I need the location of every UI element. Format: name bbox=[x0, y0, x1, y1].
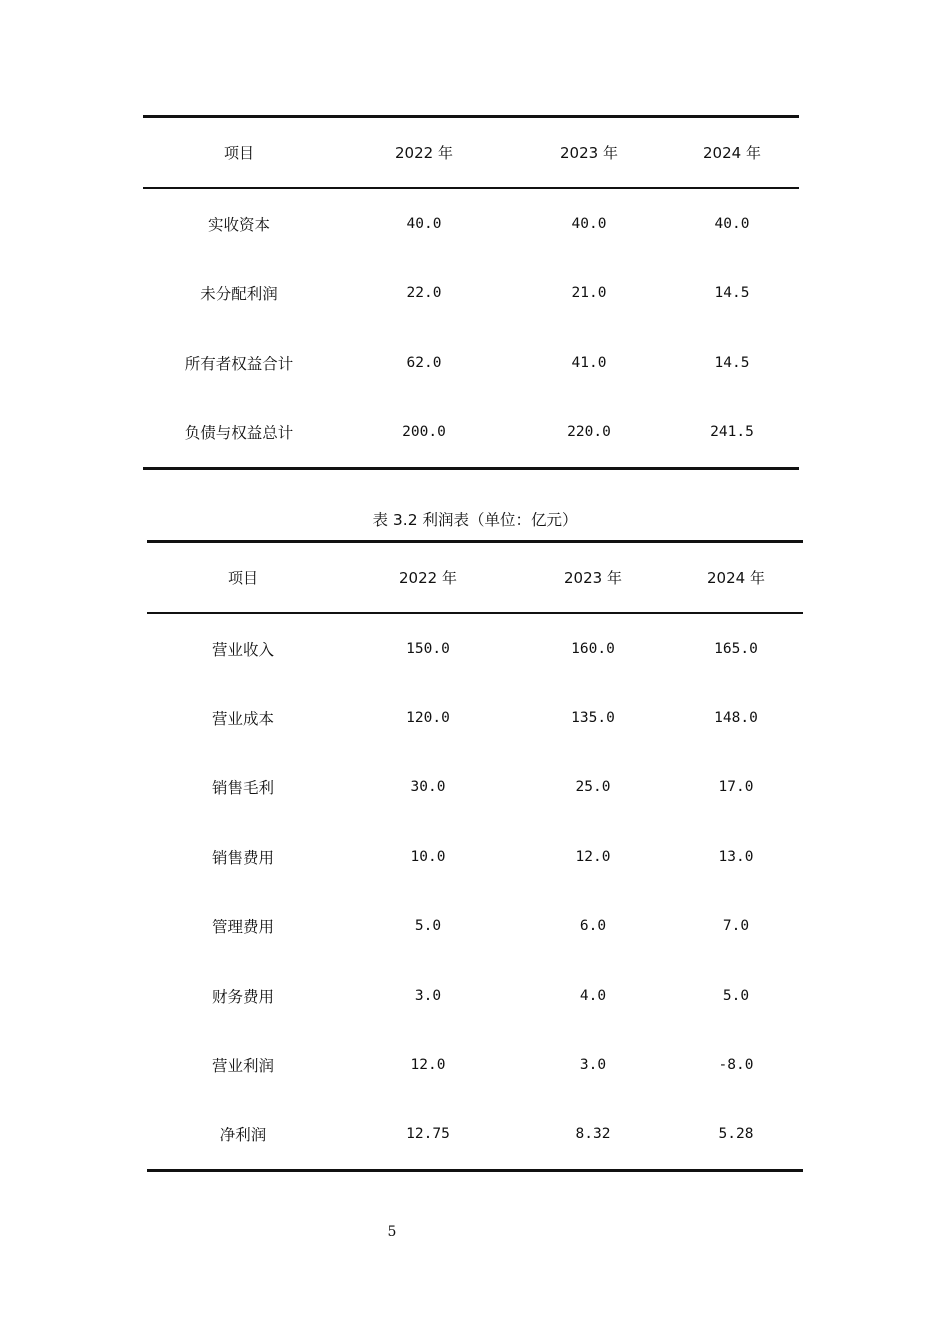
balance-sheet-table bbox=[143, 115, 799, 470]
row-label: 营业利润 bbox=[211, 1057, 274, 1076]
row-label: 管理费用 bbox=[211, 918, 274, 937]
cell-2024: -8.0 bbox=[718, 1057, 754, 1074]
cell-2023: 25.0 bbox=[575, 779, 611, 796]
table-row bbox=[147, 961, 803, 1030]
cell-2023: 40.0 bbox=[571, 215, 607, 232]
header-item: 项目 bbox=[147, 542, 339, 614]
cell-2022: 62.0 bbox=[406, 354, 442, 371]
header-2023: 2023 年 bbox=[513, 117, 665, 189]
table-row bbox=[147, 613, 803, 683]
cell-2024: 241.5 bbox=[665, 398, 799, 469]
row-label: 营业收入 bbox=[211, 640, 274, 659]
cell-2024: 40.0 bbox=[714, 215, 750, 232]
cell-2022: 150.0 bbox=[406, 640, 450, 657]
row-label: 营业成本 bbox=[211, 710, 274, 729]
cell-2023: 135.0 bbox=[571, 710, 615, 727]
cell-2024: 13.0 bbox=[718, 848, 754, 865]
income-statement-table bbox=[147, 540, 803, 1172]
cell-2022: 120.0 bbox=[406, 710, 450, 727]
cell-2023: 220.0 bbox=[513, 398, 665, 469]
cell-2022: 30.0 bbox=[410, 779, 446, 796]
table-caption: 表 3.2 利润表（单位：亿元） bbox=[372, 511, 578, 529]
cell-2022: 12.75 bbox=[339, 1100, 517, 1171]
cell-2022: 5.0 bbox=[414, 918, 442, 935]
header-item: 项目 bbox=[143, 117, 335, 189]
table-row bbox=[147, 822, 803, 891]
table-row bbox=[143, 259, 799, 329]
row-label: 销售毛利 bbox=[211, 779, 274, 798]
page-number: 5 bbox=[387, 1224, 397, 1240]
cell-2023: 12.0 bbox=[575, 848, 611, 865]
cell-2024: 7.0 bbox=[722, 918, 750, 935]
cell-2024: 5.28 bbox=[669, 1100, 803, 1171]
table-row bbox=[147, 683, 803, 752]
cell-2023: 41.0 bbox=[571, 354, 607, 371]
header-2022: 2022 年 bbox=[335, 117, 513, 189]
row-label: 销售费用 bbox=[211, 848, 274, 867]
table-row bbox=[147, 753, 803, 822]
header-2023: 2023 年 bbox=[517, 542, 669, 614]
table-row bbox=[143, 398, 799, 469]
header-2024: 2024 年 bbox=[665, 117, 799, 189]
cell-2022: 200.0 bbox=[335, 398, 513, 469]
table-header-row bbox=[143, 117, 799, 189]
cell-2023: 8.32 bbox=[517, 1100, 669, 1171]
cell-2024: 5.0 bbox=[722, 987, 750, 1004]
cell-2022: 22.0 bbox=[406, 285, 442, 302]
header-2022: 2022 年 bbox=[339, 542, 517, 614]
cell-2023: 21.0 bbox=[571, 285, 607, 302]
row-label: 实收资本 bbox=[207, 215, 270, 234]
row-label: 未分配利润 bbox=[200, 285, 278, 304]
cell-2024: 14.5 bbox=[714, 285, 750, 302]
cell-2024: 17.0 bbox=[718, 779, 754, 796]
cell-2022: 3.0 bbox=[414, 987, 442, 1004]
table-row bbox=[147, 1030, 803, 1099]
row-label: 财务费用 bbox=[211, 987, 274, 1006]
cell-2023: 160.0 bbox=[571, 640, 615, 657]
table-row bbox=[147, 892, 803, 961]
cell-2024: 148.0 bbox=[714, 710, 758, 727]
cell-2022: 10.0 bbox=[410, 848, 446, 865]
cell-2024: 14.5 bbox=[714, 354, 750, 371]
cell-2023: 3.0 bbox=[579, 1057, 607, 1074]
row-label: 净利润 bbox=[147, 1100, 339, 1171]
table-row bbox=[143, 328, 799, 398]
table-row bbox=[143, 188, 799, 259]
cell-2022: 12.0 bbox=[410, 1057, 446, 1074]
row-label: 负债与权益总计 bbox=[143, 398, 335, 469]
cell-2023: 4.0 bbox=[579, 987, 607, 1004]
row-label: 所有者权益合计 bbox=[184, 354, 294, 373]
table-row bbox=[147, 1100, 803, 1171]
cell-2024: 165.0 bbox=[714, 640, 758, 657]
cell-2022: 40.0 bbox=[406, 215, 442, 232]
table-header-row bbox=[147, 542, 803, 614]
header-2024: 2024 年 bbox=[669, 542, 803, 614]
cell-2023: 6.0 bbox=[579, 918, 607, 935]
